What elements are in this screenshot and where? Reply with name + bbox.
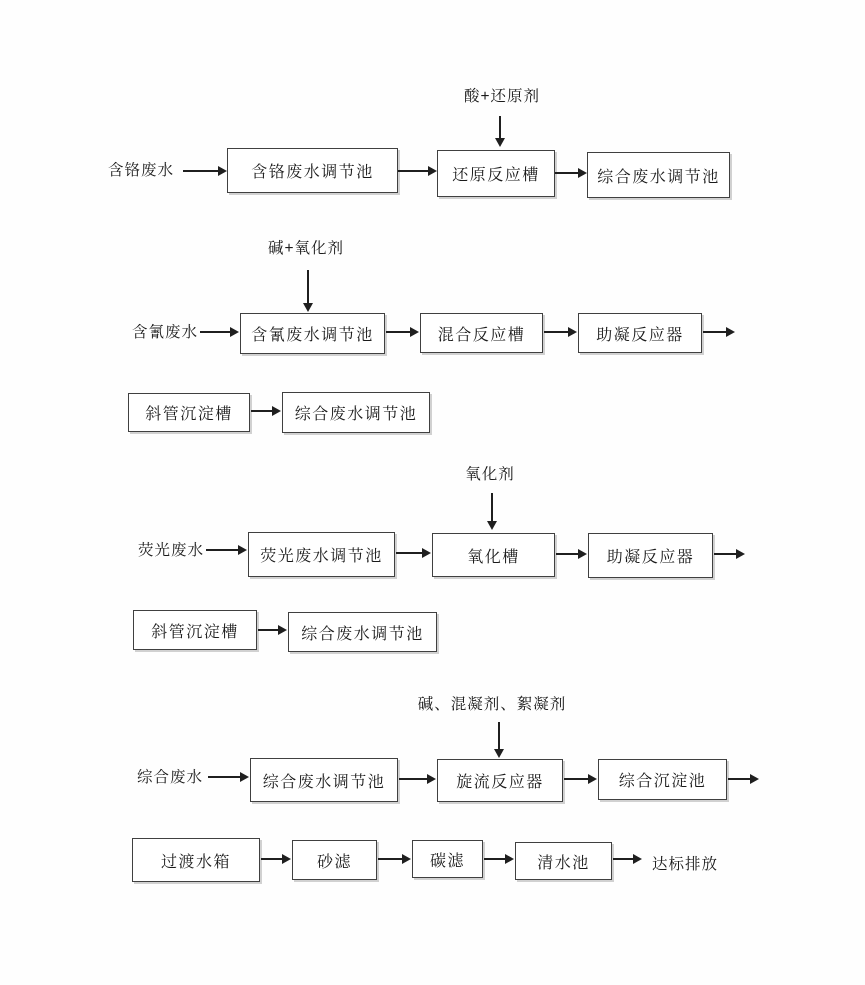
box-coagulation-aid-reactor-r4: 助凝反应器	[588, 533, 713, 578]
box-comprehensive-adjust-tank-r3: 综合废水调节池	[282, 392, 430, 433]
flow-arrow-right-icon	[613, 858, 634, 860]
flow-arrow-right-icon	[396, 552, 423, 554]
dose-label-alkali-coagulant-flocculant: 碱、混凝剂、絮凝剂	[417, 696, 567, 713]
flow-arrow-right-icon	[555, 172, 579, 174]
source-label-fluorescent: 荧光废水	[138, 542, 205, 559]
box-comprehensive-adjust-tank-r6: 综合废水调节池	[250, 758, 398, 802]
flow-arrow-right-icon	[399, 778, 428, 780]
dose-arrow-down-icon	[498, 722, 500, 749]
flow-arrow-right-icon	[398, 170, 429, 172]
flow-arrow-right-icon	[703, 331, 727, 333]
box-chromium-adjust-tank: 含铬废水调节池	[227, 148, 398, 193]
box-fluorescent-adjust-tank: 荧光废水调节池	[248, 532, 395, 577]
box-comprehensive-sedimentation-tank: 综合沉淀池	[598, 759, 727, 800]
flow-arrow-right-icon	[378, 858, 403, 860]
flow-arrow-right-icon	[261, 858, 283, 860]
box-sand-filter: 砂滤	[292, 840, 377, 880]
flow-arrow-right-icon	[714, 553, 737, 555]
dose-label-alkali-oxidant: 碱+氧化剂	[267, 240, 345, 257]
box-mixing-reactor: 混合反应槽	[420, 313, 543, 353]
flow-arrow-right-icon	[258, 629, 279, 631]
flow-arrow-right-icon	[728, 778, 751, 780]
box-carbon-filter: 碳滤	[412, 840, 483, 878]
box-inclined-tube-settler-r3: 斜管沉淀槽	[128, 393, 250, 432]
dose-arrow-down-icon	[307, 270, 309, 303]
flow-arrow-right-icon	[544, 331, 569, 333]
box-reduction-reactor: 还原反应槽	[437, 150, 555, 197]
box-cyclone-reactor: 旋流反应器	[437, 759, 563, 802]
outcome-label-discharge: 达标排放	[652, 856, 719, 873]
box-cyanide-adjust-tank: 含氰废水调节池	[240, 313, 385, 354]
box-clean-water-tank: 清水池	[515, 842, 612, 880]
box-coagulation-aid-reactor-r2: 助凝反应器	[578, 313, 702, 353]
box-oxidation-tank: 氧化槽	[432, 533, 555, 577]
box-comprehensive-adjust-tank-r1: 综合废水调节池	[587, 152, 730, 198]
flow-arrow-right-icon	[556, 553, 579, 555]
box-inclined-tube-settler-r5: 斜管沉淀槽	[133, 610, 257, 650]
source-label-chromium: 含铬废水	[108, 162, 175, 179]
flow-arrow-right-icon	[200, 331, 231, 333]
flow-arrow-right-icon	[251, 410, 273, 412]
flow-arrow-right-icon	[484, 858, 506, 860]
flow-arrow-right-icon	[183, 170, 219, 172]
flow-arrow-right-icon	[564, 778, 589, 780]
box-transition-water-tank: 过渡水箱	[132, 838, 260, 882]
source-label-cyanide: 含氰废水	[132, 324, 199, 341]
dose-arrow-down-icon	[491, 493, 493, 521]
flow-arrow-right-icon	[208, 776, 241, 778]
dose-label-acid-reductant: 酸+还原剂	[463, 88, 541, 105]
dose-label-oxidant: 氧化剂	[465, 466, 515, 483]
dose-arrow-down-icon	[499, 116, 501, 138]
flow-arrow-right-icon	[206, 549, 239, 551]
box-comprehensive-adjust-tank-r5: 综合废水调节池	[288, 612, 437, 652]
flow-arrow-right-icon	[386, 331, 411, 333]
source-label-comprehensive: 综合废水	[137, 769, 204, 786]
